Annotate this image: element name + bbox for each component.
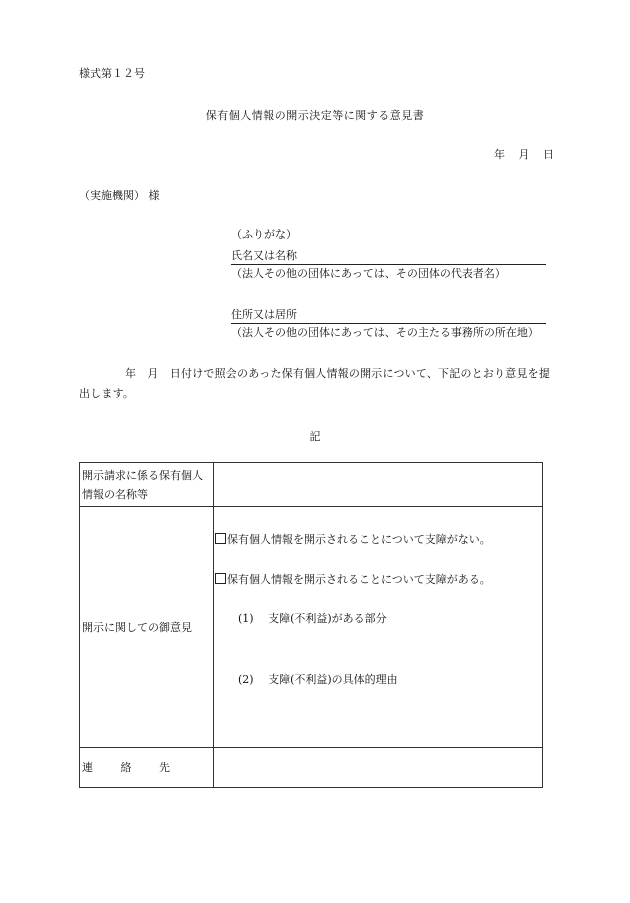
date-line: 年 月 日: [494, 148, 554, 161]
name-note: （法人その他の団体にあっては、その団体の代表者名）: [231, 267, 506, 280]
info-name-cell[interactable]: [214, 463, 543, 507]
sub-item-part: (1) 支障(不利益)がある部分: [238, 612, 387, 625]
option-no-issue[interactable]: [215, 531, 491, 547]
contact-cell[interactable]: [214, 748, 543, 788]
ki-heading: 記: [309, 430, 321, 443]
address-note: （法人その他の団体にあっては、その主たる事務所の所在地）: [231, 326, 539, 339]
option-issue-label: 保有個人情報を開示されることについて支障がある。: [227, 573, 491, 586]
sub-item-reason: (2) 支障(不利益)の具体的理由: [238, 673, 398, 686]
checkbox-icon[interactable]: [215, 573, 226, 584]
row-label-opinion: 開示に関しての御意見: [80, 507, 214, 748]
opinion-table: [79, 462, 543, 788]
table-row: [80, 507, 543, 748]
addressee: （実施機関） 様: [79, 189, 160, 202]
opinion-cell: [214, 507, 543, 748]
document-title: 保有個人情報の開示決定等に関する意見書: [205, 109, 425, 122]
row-label-info-name: 開示請求に係る保有個人情報の名称等: [80, 463, 214, 507]
address-field[interactable]: [231, 306, 546, 324]
furigana-label: （ふりがな）: [231, 228, 297, 241]
form-number: 様式第１２号: [79, 67, 145, 80]
checkbox-icon[interactable]: [215, 533, 226, 544]
body-paragraph: 年 月 日付けで照会のあった保有個人情報の開示について、下記のとおり意見を提出します。: [79, 367, 551, 400]
row-label-contact: 連 絡 先: [80, 748, 214, 788]
table-row: [80, 463, 543, 507]
name-field[interactable]: [231, 247, 546, 265]
table-row: [80, 748, 543, 788]
option-issue[interactable]: [215, 571, 491, 587]
name-label: 氏名又は名称: [231, 249, 297, 262]
option-no-issue-label: 保有個人情報を開示されることについて支障がない。: [227, 533, 491, 546]
address-label: 住所又は居所: [231, 308, 297, 321]
